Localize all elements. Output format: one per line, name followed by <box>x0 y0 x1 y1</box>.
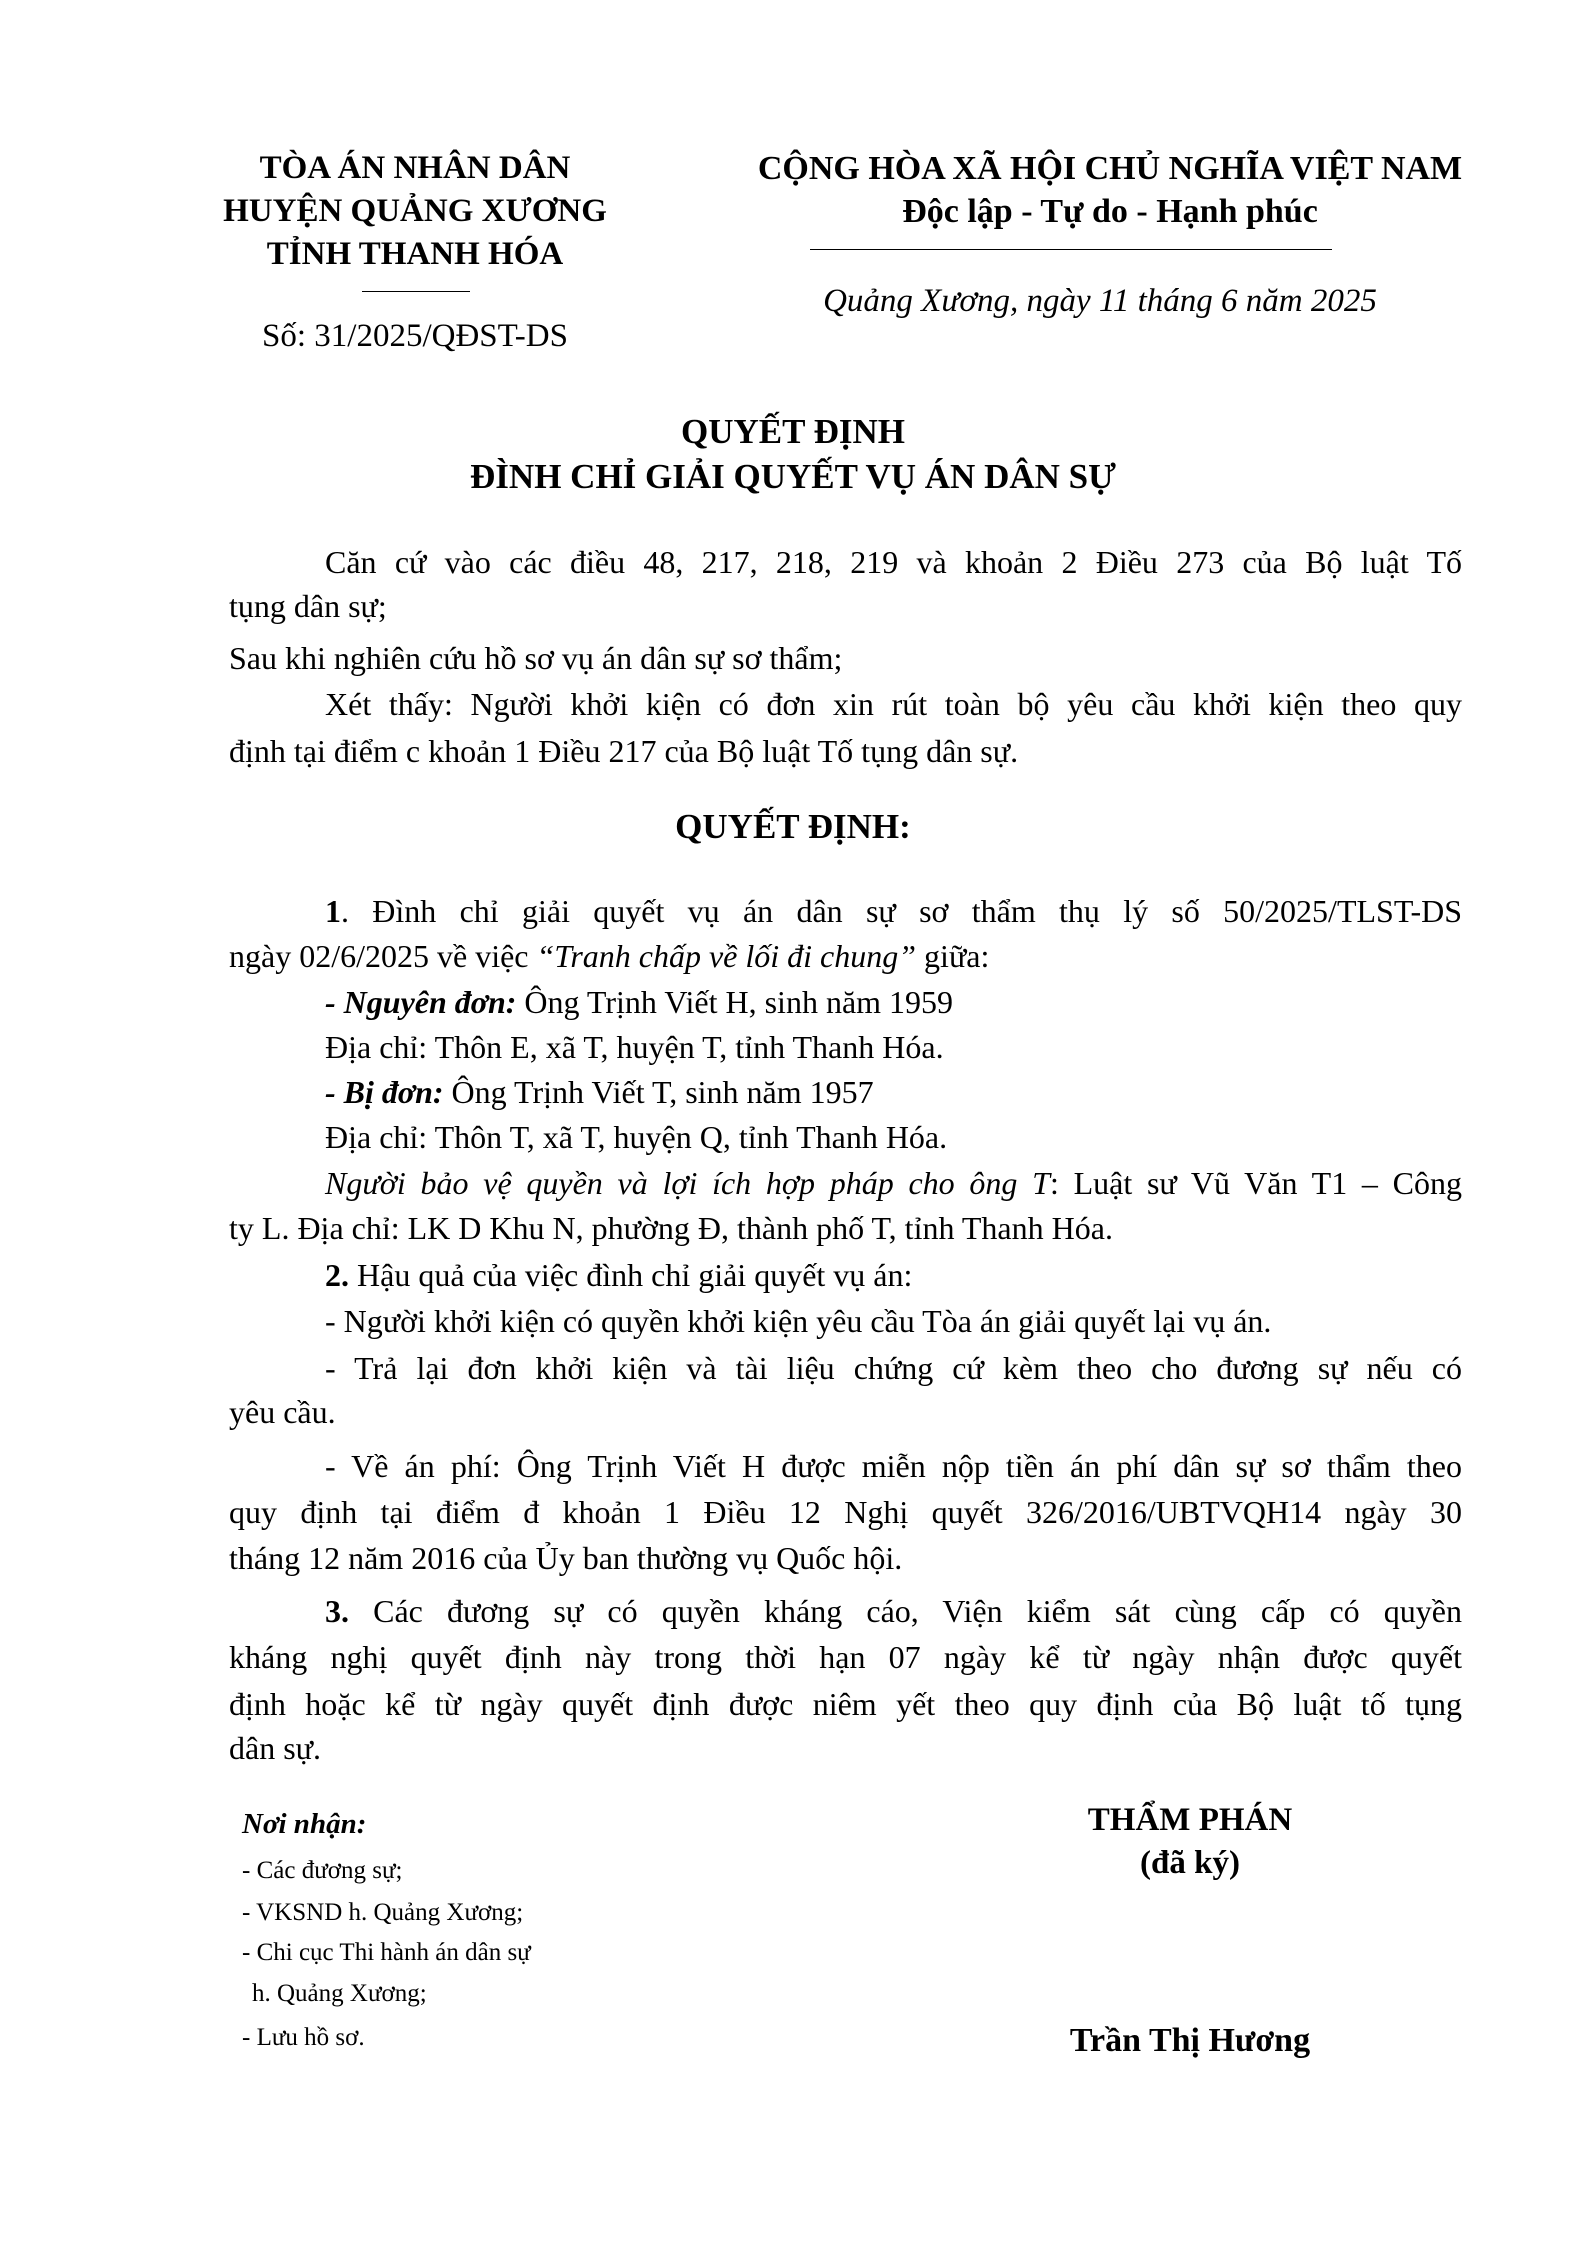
recipient-enforcement-line2: h. Quảng Xương; <box>252 1980 427 2007</box>
court-name-line2: HUYỆN QUẢNG XƯƠNG <box>223 193 607 229</box>
item3-line2: kháng nghị quyết định này trong thời hạn 07 ngày kể từ ngày nhận được quyết <box>229 1639 1462 1675</box>
item3-line4: dân sự. <box>229 1730 321 1766</box>
plaintiff-address: Địa chỉ: Thôn E, xã T, huyện T, tỉnh Thanh Hóa. <box>325 1029 944 1065</box>
document-number: Số: 31/2025/QĐST-DS <box>262 318 568 354</box>
recipient-procuracy: - VKSND h. Quảng Xương; <box>242 1899 524 1926</box>
court-name-line3: TỈNH THANH HÓA <box>266 236 564 272</box>
recipients-label: Nơi nhận: <box>242 1808 367 1840</box>
item2-fee-line1: - Về án phí: Ông Trịnh Viết H được miễn nộp tiền án phí dân sự sơ thẩm theo <box>325 1448 1462 1484</box>
nation-motto: Độc lập - Tự do - Hạnh phúc <box>902 193 1318 230</box>
item2-fee-line3: tháng 12 năm 2016 của Ủy ban thường vụ Quốc hội. <box>229 1540 903 1576</box>
item2-consequence-a: - Người khởi kiện có quyền khởi kiện yêu cầu Tòa án giải quyết lại vụ án. <box>325 1303 1272 1339</box>
protector-line2: ty L. Địa chỉ: LK D Khu N, phường Đ, thành phố T, tỉnh Thanh Hóa. <box>229 1210 1113 1246</box>
item1-between: giữa: <box>916 938 990 974</box>
plaintiff-line <box>325 980 953 1024</box>
protector-label: Người bảo vệ quyền và lợi ích hợp pháp cho ông T <box>325 1165 1050 1201</box>
item3-line3: định hoặc kể từ ngày quyết định được niêm yết theo quy định của Bộ luật tố tụng <box>229 1686 1462 1722</box>
item2-consequence-b-line2: yêu cầu. <box>229 1394 336 1430</box>
recipient-archive: - Lưu hồ sơ. <box>242 2024 365 2051</box>
preamble-p3-line2: định tại điểm c khoản 1 Điều 217 của Bộ luật Tố tụng dân sự. <box>229 733 1019 769</box>
preamble-p2: Sau khi nghiên cứu hồ sơ vụ án dân sự sơ thẩm; <box>229 640 843 676</box>
signature-status: (đã ký) <box>1140 1845 1240 1881</box>
court-underline <box>362 291 470 292</box>
decision-subtitle: ĐÌNH CHỈ GIẢI QUYẾT VỤ ÁN DÂN SỰ <box>470 457 1116 496</box>
plaintiff-label: - Nguyên đơn: <box>325 984 517 1020</box>
decision-heading: QUYẾT ĐỊNH: <box>675 807 911 846</box>
item2-number: 2. <box>325 1257 349 1293</box>
item3-number: 3. <box>325 1593 349 1629</box>
item2-fee-line2: quy định tại điểm đ khoản 1 Điều 12 Nghị quyết 326/2016/UBTVQH14 ngày 30 <box>229 1494 1462 1530</box>
item3-text: Các đương sự có quyền kháng cáo, Viện kiểm sát cùng cấp có quyền <box>349 1593 1462 1629</box>
item2-text: Hậu quả của việc đình chỉ giải quyết vụ án: <box>349 1257 913 1293</box>
recipient-parties: - Các đương sự; <box>242 1857 403 1884</box>
place-date: Quảng Xương, ngày 11 tháng 6 năm 2025 <box>823 283 1377 319</box>
item3-line1 <box>325 1589 1462 1633</box>
defendant-line <box>325 1070 874 1114</box>
court-name-line1: TÒA ÁN NHÂN DÂN <box>259 150 571 186</box>
signer-role: THẨM PHÁN <box>1087 1802 1293 1838</box>
signer-name: Trần Thị Hương <box>1069 2022 1311 2059</box>
item2-consequence-b-line1: - Trả lại đơn khởi kiện và tài liệu chứng cứ kèm theo cho đương sự nếu có <box>325 1350 1462 1386</box>
preamble-p1-line1: Căn cứ vào các điều 48, 217, 218, 219 và khoản 2 Điều 273 của Bộ luật Tố <box>325 544 1462 580</box>
item1-number: 1 <box>325 893 341 929</box>
motto-underline <box>810 249 1332 250</box>
item1-text: . Đình chỉ giải quyết vụ án dân sự sơ thẩm thụ lý số 50/2025/TLST-DS <box>341 893 1462 929</box>
preamble-p1-line2: tụng dân sự; <box>229 588 387 624</box>
defendant-label: - Bị đơn: <box>325 1074 444 1110</box>
defendant-text: Ông Trịnh Viết T, sinh năm 1957 <box>443 1074 874 1110</box>
protector-text: : Luật sư Vũ Văn T1 – Công <box>1049 1165 1463 1201</box>
case-subject: “Tranh chấp về lối đi chung” <box>536 938 917 974</box>
plaintiff-text: Ông Trịnh Viết H, sinh năm 1959 <box>516 984 954 1020</box>
protector-line1 <box>325 1161 1462 1205</box>
preamble-p3-line1: Xét thấy: Người khởi kiện có đơn xin rút toàn bộ yêu cầu khởi kiện theo quy <box>325 686 1462 722</box>
defendant-address: Địa chỉ: Thôn T, xã T, huyện Q, tỉnh Thanh Hóa. <box>325 1119 948 1155</box>
recipient-enforcement-line1: - Chi cục Thi hành án dân sự <box>242 1939 531 1966</box>
decision-title: QUYẾT ĐỊNH <box>681 412 905 451</box>
item2-heading <box>325 1253 912 1297</box>
item1-line2 <box>229 934 989 978</box>
item1-line1 <box>325 889 1462 933</box>
item1-date-text: ngày 02/6/2025 về việc <box>229 938 537 974</box>
nation-name: CỘNG HÒA XÃ HỘI CHỦ NGHĨA VIỆT NAM <box>757 150 1463 187</box>
